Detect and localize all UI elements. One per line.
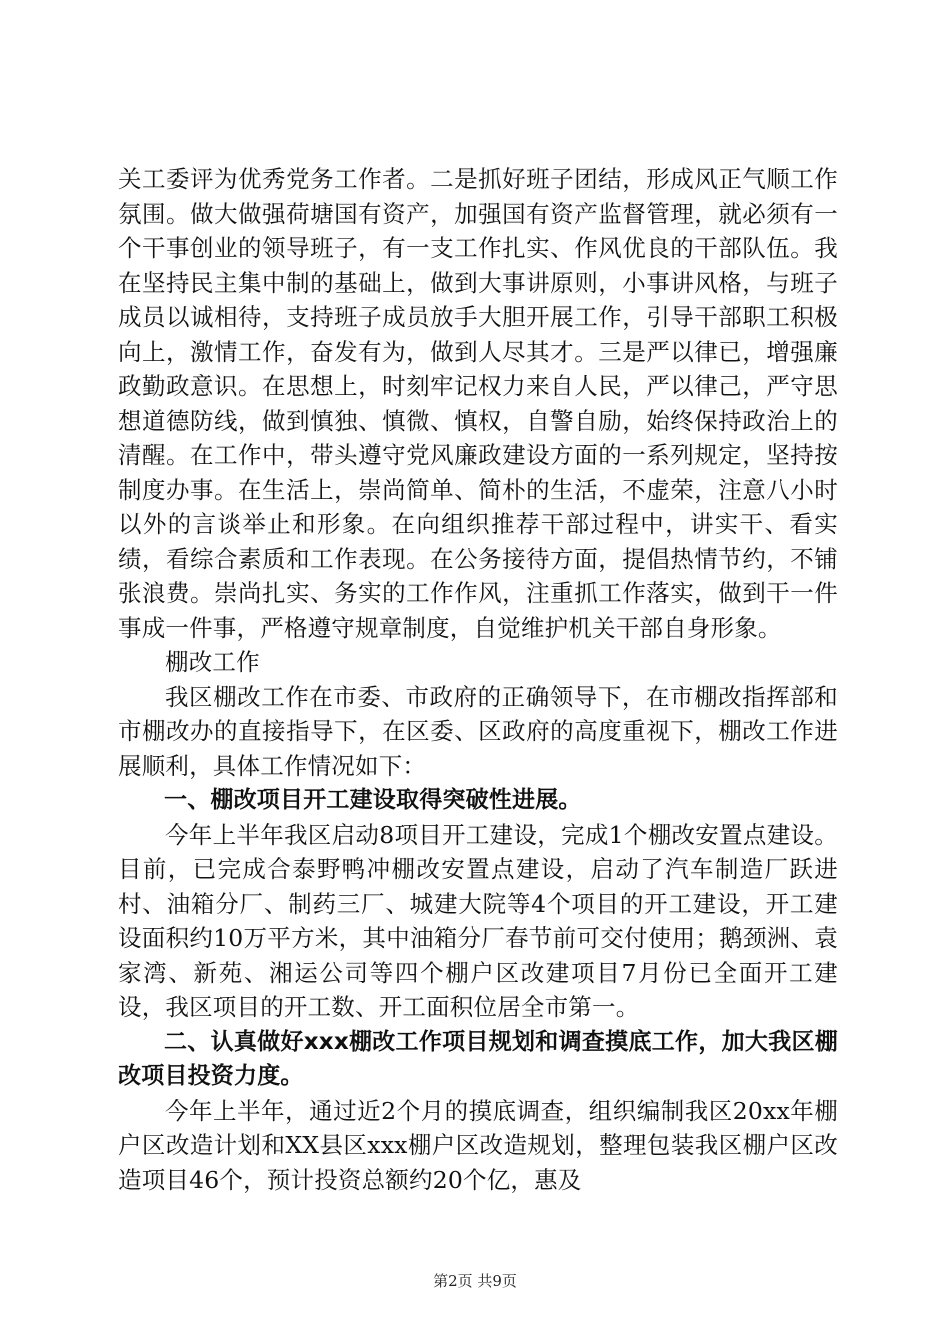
section-heading: 二、认真做好xxx棚改工作项目规划和调查摸底工作，加大我区棚改项目投资力度。: [118, 1028, 838, 1089]
body-paragraph: 今年上半年我区启动8项目开工建设，完成1个棚改安置点建设。目前，已完成合泰野鸭冲棚改安置点建设，启动了汽车制造厂跃进村、油箱分厂、制药三厂、城建大院等4个项目的开工建设，开工建设面积约10万平方米，其中油箱分厂春节前可交付使用；鹅颈洲、袁家湾、新苑、湘运公司等四个棚户区改建项目7月份已全面开工建设，我区项目的开工数、开工面积位居全市第一。: [118, 820, 838, 1021]
body-paragraph: 我区棚改工作在市委、市政府的正确领导下，在市棚改指挥部和市棚改办的直接指导下，在区委、区政府的高度重视下，棚改工作进展顺利，具体工作情况如下：: [118, 682, 838, 780]
section-heading: 一、棚改项目开工建设取得突破性进展。: [164, 787, 582, 813]
document-body: [118, 162, 838, 1197]
body-paragraph: 关工委评为优秀党务工作者。二是抓好班子团结，形成风正气顺工作氛围。做大做强荷塘国有资产，加强国有资产监督管理，就必须有一个干事创业的领导班子，有一支工作扎实、作风优良的干部队伍。我在坚持民主集中制的基础上，做到大事讲原则，小事讲风格，与班子成员以诚相待，支持班子成员放手大胆开展工作，引导干部职工积极向上，激情工作，奋发有为，做到人尽其才。三是严以律已，增强廉政勤政意识。在思想上，时刻牢记权力来自人民，严以律己，严守思想道德防线，做到慎独、慎微、慎权，自警自励，始终保持政治上的清醒。在工作中，带头遵守党风廉政建设方面的一系列规定，坚持按制度办事。在生活上，崇尚简单、简朴的生活，不虚荣，注意八小时以外的言谈举止和形象。在向组织推荐干部过程中，讲实干、看实绩，看综合素质和工作表现。在公务接待方面，提倡热情节约，不铺张浪费。崇尚扎实、务实的工作作风，注重抓工作落实，做到干一件事成一件事，严格遵守规章制度，自觉维护机关干部自身形象。: [118, 165, 838, 642]
section-label: 棚改工作: [165, 648, 260, 676]
page-footer: 第2页 共9页: [433, 1272, 517, 1290]
body-paragraph: 今年上半年，通过近2个月的摸底调查，组织编制我区20xx年棚户区改造计划和XX县区xxx棚户区改造规划，整理包装我区棚户区改造项目46个，预计投资总额约20个亿，惠及: [118, 1096, 838, 1194]
